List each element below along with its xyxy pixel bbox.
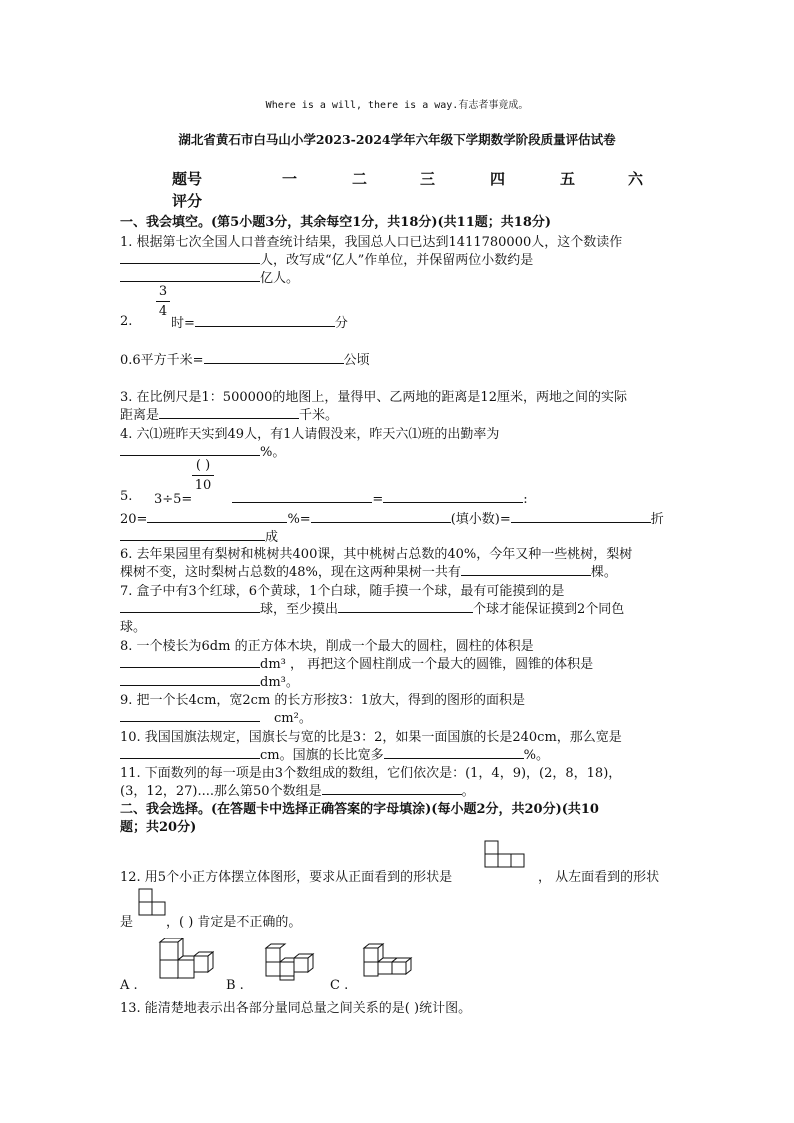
answer-blank[interactable] [322, 781, 462, 795]
section-2-heading-line-1: 二、我会选择。(在答题卡中选择正确答案的字母填涂)(每小题2分，共20分)(共10 [120, 802, 599, 817]
fraction-bar [192, 475, 214, 476]
answer-blank[interactable] [159, 405, 299, 419]
page-motto: Where is a will, there is a way.有志者事竟成。 [265, 100, 529, 111]
option-b-label[interactable]: B . [226, 978, 244, 993]
answer-blank[interactable] [120, 745, 260, 759]
label-question-no: 题号 [172, 170, 203, 188]
answer-blank[interactable] [120, 527, 265, 541]
q3-line-2: 距离是 千米。 [120, 404, 338, 423]
q5-line-3: 成 [120, 526, 278, 545]
answer-blank[interactable] [120, 654, 260, 668]
q1-line-3: 亿人。 [120, 267, 299, 286]
section-1-heading: 一、我会填空。(第5小题3分，其余每空1分，共18分)(共11题；共18分) [120, 215, 552, 230]
q6-line-1: 6. 去年果园里有梨树和桃树共400课，其中桃树占总数的40%，今年又种一些桃树，梨树 [120, 547, 633, 562]
q5-number: 5. [120, 489, 133, 504]
answer-blank[interactable] [232, 489, 372, 503]
q5-line-2: 20= %= (填小数)= 折 [120, 508, 664, 527]
fraction-numerator: ( ) [195, 458, 211, 473]
answer-blank[interactable] [338, 599, 473, 613]
option-c-label[interactable]: C . [330, 978, 349, 993]
q9-line-2: cm²。 [120, 707, 312, 726]
q10-line-1: 10. 我国国旗法规定，国旗长与宽的比是3：2，如果一面国旗的长是240cm，那么宽是 [120, 730, 622, 745]
q1-line-1: 1. 根据第七次全国人口普查统计结果，我国总人口已达到1411780000人，这个数读作 [120, 235, 623, 250]
section-2-heading-line-2: 题；共20分) [120, 820, 197, 835]
score-table [172, 168, 672, 208]
q12-line-1a: 12. 用5个小正方体摆立体图形，要求从正面看到的形状是 [120, 870, 453, 885]
q2-line-b: 0.6平方千米= 公顷 [120, 349, 370, 368]
answer-blank[interactable] [384, 745, 524, 759]
answer-blank[interactable] [147, 509, 287, 523]
q3-line-1: 3. 在比例尺是1：500000的地图上，量得甲、乙两地的距离是12厘米，两地之间的实际 [120, 390, 627, 405]
option-c-cube-figure[interactable] [362, 942, 420, 978]
q1-line-2: 人，改写成“亿人”作单位，并保留两位小数约是 [120, 249, 533, 268]
col-4: 四 [490, 170, 506, 188]
option-b-cube-figure[interactable] [262, 942, 316, 982]
q7-line-2: 球，至少摸出 个球才能保证摸到2个同色 [120, 598, 624, 617]
col-3: 三 [420, 170, 436, 188]
answer-blank[interactable] [120, 250, 260, 264]
q4-line-2: %。 [120, 441, 285, 460]
answer-blank[interactable] [120, 708, 260, 722]
q12-line-2a: 是 [120, 915, 134, 930]
fraction-denominator: 4 [158, 304, 168, 319]
q9-line-1: 9. 把一个长4cm，宽2cm 的长方形按3：1放大，得到的图形的面积是 [120, 693, 525, 708]
answer-blank[interactable] [311, 509, 451, 523]
q8-line-3: dm³。 [120, 671, 299, 690]
answer-blank[interactable] [511, 509, 651, 523]
answer-blank[interactable] [461, 562, 591, 576]
q5-line-1: 3÷5= = : [154, 489, 528, 507]
q8-line-2: dm³ ， 再把这个圆柱削成一个最大的圆锥，圆锥的体积是 [120, 653, 593, 672]
q2-fraction [156, 284, 170, 319]
answer-blank[interactable] [120, 599, 260, 613]
q12-line-2b: ，( ) 肯定是不正确的。 [166, 915, 302, 930]
fraction-numerator: 3 [158, 284, 168, 299]
q11-line-1: 11. 下面数列的每一项是由3个数组成的数组，它们依次是：(1，4，9)，(2，8，18)， [120, 766, 622, 781]
q4-line-1: 4. 六⑴班昨天实到49人，有1人请假没来，昨天六⑴班的出勤率为 [120, 427, 500, 442]
label-score: 评分 [172, 192, 203, 210]
q13-line-1: 13. 能清楚地表示出各部分量同总量之间关系的是( )统计图。 [120, 1001, 472, 1016]
col-1: 一 [282, 170, 298, 188]
q2-line-a: 时= 分 [171, 312, 348, 331]
col-2: 二 [352, 170, 368, 188]
answer-blank[interactable] [120, 442, 260, 456]
fraction-bar [156, 301, 170, 302]
front-view-figure [484, 840, 526, 870]
col-5: 五 [560, 170, 576, 188]
q11-line-2: (3，12，27)....那么第50个数组是 。 [120, 780, 475, 799]
answer-blank[interactable] [120, 672, 260, 686]
fraction-denominator: 10 [194, 478, 212, 493]
q7-line-1: 7. 盒子中有3个红球，6个黄球，1个白球，随手摸一个球，最有可能摸到的是 [120, 584, 565, 599]
q8-line-1: 8. 一个棱长为6dm 的正方体木块，削成一个最大的圆柱，圆柱的体积是 [120, 639, 534, 654]
q2-number: 2. [120, 314, 133, 329]
q12-line-1b: ， 从左面看到的形状 [538, 870, 660, 885]
option-a-cube-figure[interactable] [156, 938, 214, 982]
exam-title: 湖北省黄石市白马山小学2023-2024学年六年级下学期数学阶段质量评估试卷 [178, 132, 616, 147]
col-6: 六 [628, 170, 644, 188]
answer-blank[interactable] [383, 489, 523, 503]
q6-line-2: 棵树不变，这时梨树占总数的48%，现在这两种果树一共有 棵。 [120, 561, 617, 580]
q10-line-2: cm。国旗的长比宽多 %。 [120, 744, 549, 763]
option-a-label[interactable]: A . [120, 978, 138, 993]
answer-blank[interactable] [204, 350, 344, 364]
left-view-figure [138, 888, 166, 918]
q5-fraction [192, 458, 214, 493]
answer-blank[interactable] [120, 268, 260, 282]
answer-blank[interactable] [195, 313, 335, 327]
q7-line-3: 球。 [120, 620, 147, 635]
